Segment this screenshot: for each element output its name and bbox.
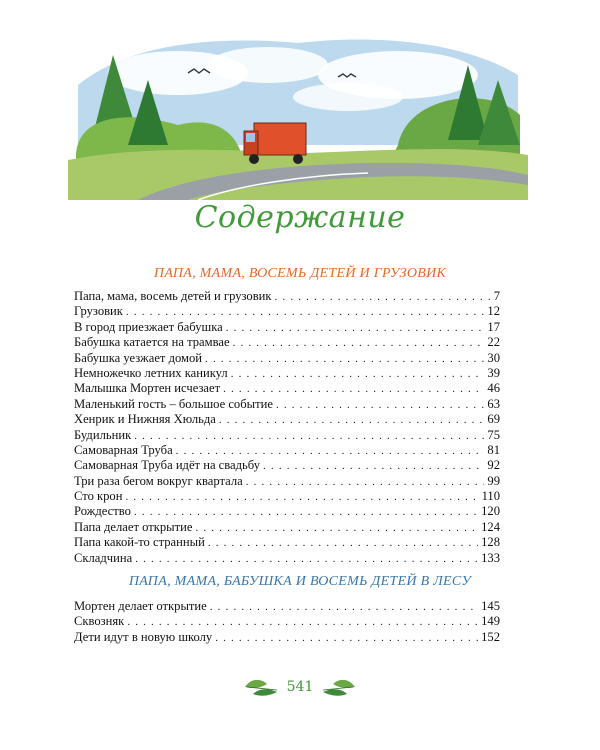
toc-entry[interactable]: [74, 412, 500, 427]
toc-entry-page: 92: [487, 458, 500, 473]
toc-entry-page: 99: [487, 473, 500, 488]
toc-entry-page: 30: [487, 350, 500, 365]
toc-entry-title: Малышка Мортен исчезает: [74, 381, 221, 396]
toc-entry[interactable]: [74, 366, 500, 381]
toc-list-section-2: [74, 599, 500, 645]
toc-entry[interactable]: [74, 443, 500, 458]
toc-entry-page: 81: [487, 442, 500, 457]
toc-entry-title: Три раза бегом вокруг квартала: [74, 473, 243, 488]
dot-leader: [223, 382, 484, 397]
dot-leader: [226, 321, 485, 336]
toc-entry-title: Самоварная Труба идёт на свадьбу: [74, 458, 261, 473]
section-heading-1: ПАПА, МАМА, ВОСЕМЬ ДЕТЕЙ И ГРУЗОВИК: [153, 266, 447, 281]
dot-leader: [276, 398, 484, 413]
toc-entry-page: 149: [481, 614, 500, 629]
toc-entry-title: Грузовик: [74, 304, 123, 319]
page-footer: [0, 676, 600, 698]
toc-entry-page: 75: [487, 427, 500, 442]
toc-entry-title: Бабушка уезжает домой: [74, 350, 203, 365]
toc-entry-page: 152: [481, 629, 500, 644]
toc-entry-title: Сто крон: [74, 489, 123, 504]
toc-entry[interactable]: [74, 458, 500, 473]
toc-entry[interactable]: [74, 351, 500, 366]
dot-leader: [208, 536, 478, 551]
toc-entry-title: Сквозняк: [74, 614, 125, 629]
toc-entry-page: 17: [487, 319, 500, 334]
toc-entry-page: 7: [493, 289, 500, 303]
toc-entry-title: Мортен делает открытие: [74, 599, 207, 613]
toc-entry[interactable]: [74, 599, 500, 614]
toc-entry-title: Рождество: [74, 504, 131, 519]
truck-on-road-illustration: [68, 25, 528, 200]
dot-leader: [195, 521, 478, 536]
dot-leader: [135, 552, 478, 567]
toc-entry-page: 120: [481, 504, 500, 519]
toc-entry[interactable]: [74, 320, 500, 335]
dot-leader: [263, 459, 484, 474]
toc-entry-title: Папа делает открытие: [74, 519, 193, 534]
dot-leader: [134, 505, 478, 520]
toc-entry-title: Бабушка катается на трамвае: [74, 335, 230, 350]
toc-entry-title: Маленький гость – большое событие: [74, 396, 273, 411]
dot-leader: [127, 615, 478, 630]
toc-entry[interactable]: [74, 520, 500, 535]
toc-entry[interactable]: [74, 381, 500, 396]
toc-list-section-1: [74, 289, 500, 566]
toc-entry[interactable]: [74, 630, 500, 645]
dot-leader: [233, 336, 485, 351]
toc-entry-page: 39: [487, 365, 500, 380]
toc-entry[interactable]: [74, 428, 500, 443]
toc-entry[interactable]: [74, 289, 500, 304]
toc-entry-page: 110: [481, 489, 500, 504]
toc-entry-title: Будильник: [74, 427, 132, 442]
toc-entry[interactable]: [74, 504, 500, 519]
dot-leader: [126, 305, 484, 320]
toc-entry-title: Дети идут в новую школу: [74, 629, 213, 644]
toc-entry-title: В город приезжает бабушка: [74, 319, 223, 334]
dot-leader: [205, 352, 484, 367]
dot-leader: [231, 367, 485, 382]
toc-entry-title: Складчина: [74, 550, 133, 565]
toc-entry[interactable]: [74, 474, 500, 489]
toc-entry[interactable]: [74, 489, 500, 504]
toc-entry-page: 12: [487, 304, 500, 319]
toc-entry-title: Немножечко летних каникул: [74, 365, 228, 380]
toc-entry-title: Хенрик и Нижняя Хюльда: [74, 412, 216, 427]
toc-entry-page: 124: [481, 519, 500, 534]
dot-leader: [176, 444, 485, 459]
toc-entry-page: 63: [487, 396, 500, 411]
toc-entry[interactable]: [74, 551, 500, 566]
dot-leader: [134, 429, 484, 444]
toc-entry[interactable]: [74, 335, 500, 350]
toc-entry-title: Самоварная Труба: [74, 442, 173, 457]
toc-entry-title: Папа, мама, восемь детей и грузовик: [74, 289, 272, 303]
toc-entry[interactable]: [74, 535, 500, 550]
dot-leader: [219, 413, 485, 428]
toc-entry-page: 22: [487, 335, 500, 350]
toc-entry-page: 145: [481, 599, 500, 613]
dot-leader: [275, 290, 491, 305]
toc-entry-page: 46: [487, 381, 500, 396]
toc-entry[interactable]: [74, 397, 500, 412]
section-heading-2: ПАПА, МАМА, БАБУШКА И ВОСЕМЬ ДЕТЕЙ В ЛЕСУ: [128, 574, 472, 589]
toc-entry-title: Папа какой-то странный: [74, 535, 205, 550]
dot-leader: [246, 475, 485, 490]
dot-leader: [210, 600, 478, 615]
toc-entry[interactable]: [74, 614, 500, 629]
toc-entry-page: 128: [481, 535, 500, 550]
dot-leader: [215, 631, 478, 646]
toc-entry[interactable]: [74, 304, 500, 319]
toc-entry-page: 133: [481, 550, 500, 565]
header-illustration: [68, 25, 528, 200]
page-number: 541: [286, 679, 314, 695]
leaf-ornament-icon: [243, 676, 281, 698]
toc-entry-page: 69: [487, 412, 500, 427]
leaf-ornament-icon: [319, 676, 357, 698]
dot-leader: [125, 490, 478, 505]
page-title: Содержание: [194, 200, 406, 235]
